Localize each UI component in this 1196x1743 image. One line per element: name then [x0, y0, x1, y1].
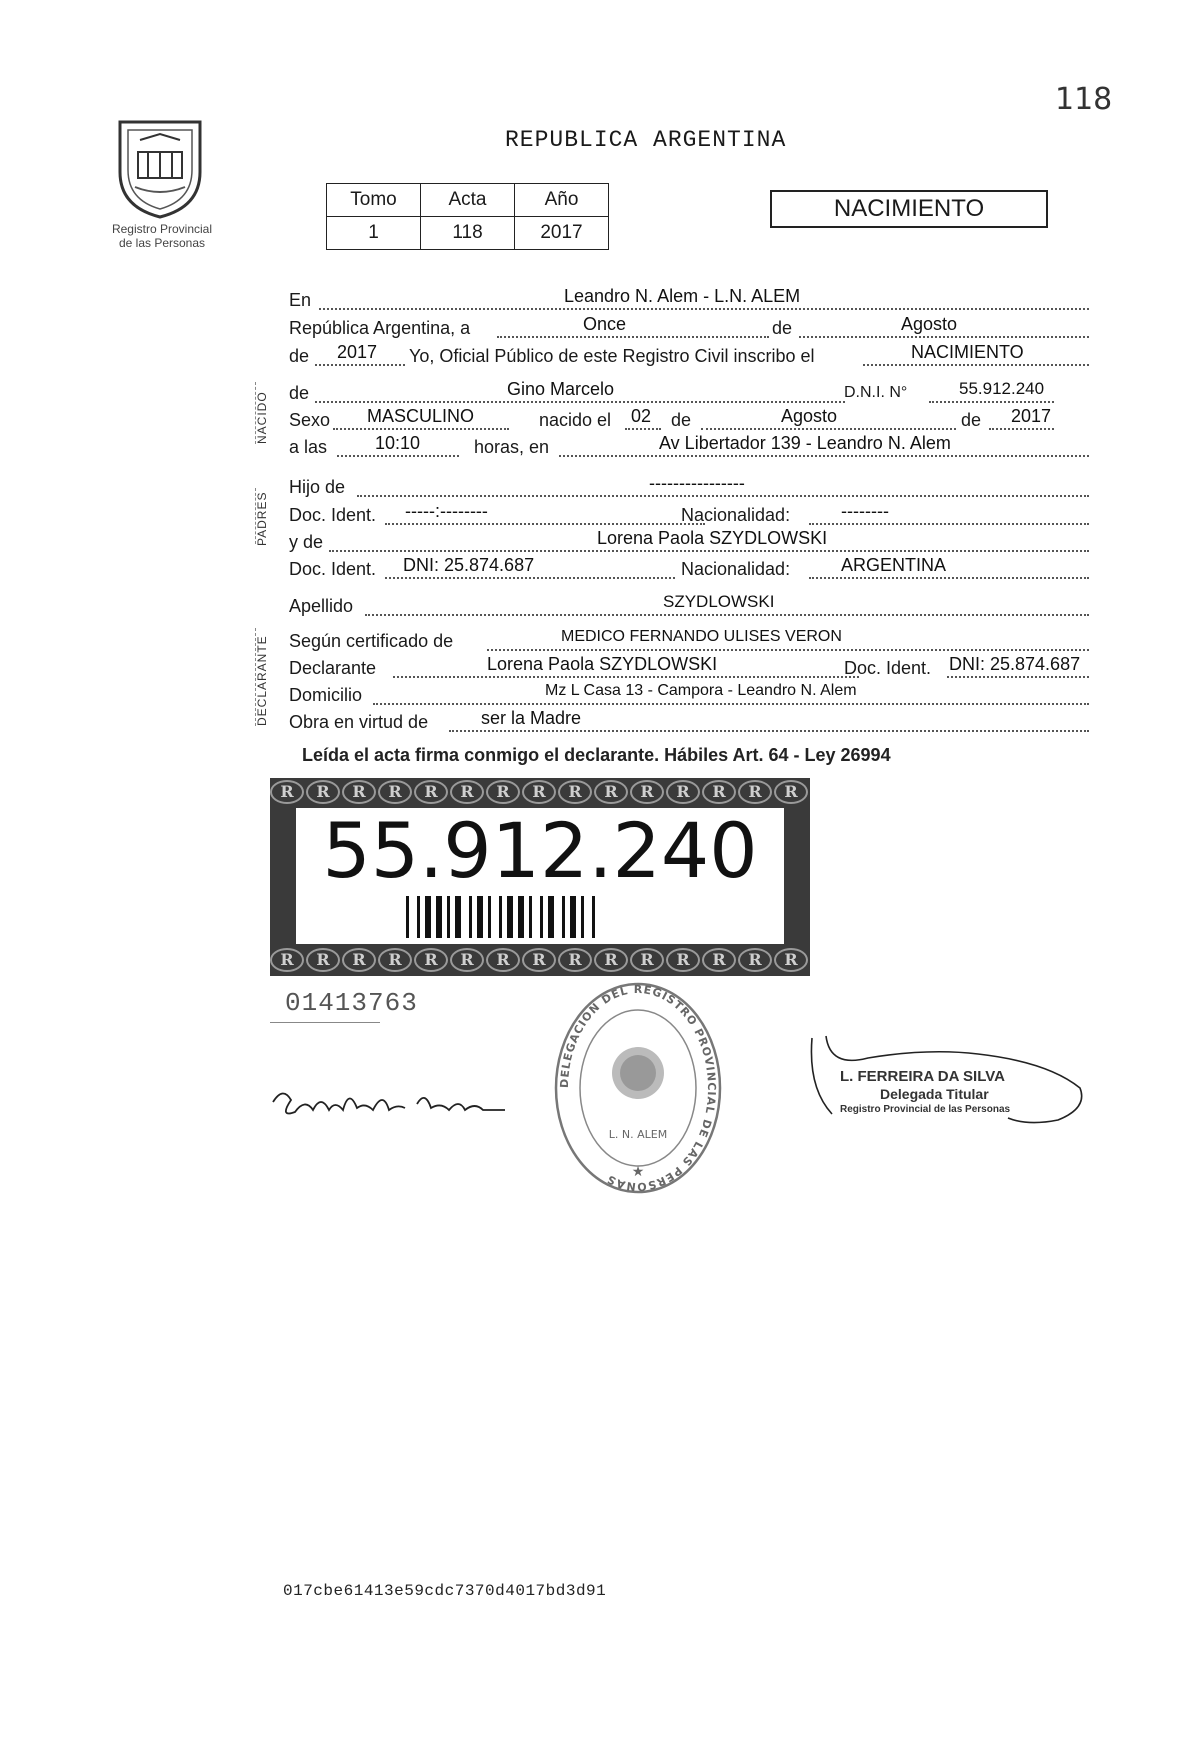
barcode-bar [529, 896, 532, 938]
barcode-label [296, 808, 784, 944]
pattern-r-icon: R [522, 780, 556, 804]
side-label-nacido: NACIDO [255, 391, 269, 444]
official-name: L. FERREIRA DA SILVA [840, 1068, 1005, 1085]
year-value: 2017 [337, 342, 378, 362]
document-title: REPUBLICA ARGENTINA [505, 127, 787, 153]
pattern-r-icon: R [594, 780, 628, 804]
born-year-value: 2017 [1011, 406, 1052, 426]
pattern-r-icon: R [306, 948, 340, 972]
barcode-bar [507, 896, 513, 938]
svg-text:L. N. ALEM: L. N. ALEM [608, 1128, 668, 1141]
tomo-header: Tomo [327, 184, 421, 217]
tomo-value: 1 [327, 217, 421, 250]
domicilio-label: Domicilio [289, 685, 363, 705]
republica-day-value: Once [583, 314, 627, 334]
document-hash: 017cbe61413e59cdc7370d4017bd3d91 [283, 1582, 607, 1600]
name-label: de [289, 383, 310, 403]
pattern-r-icon: R [666, 948, 700, 972]
nat1-label: Nacionalidad: [681, 505, 791, 525]
side-label-declarante: DECLARANTE [255, 635, 269, 726]
pattern-r-icon: R [378, 948, 412, 972]
svg-text:★: ★ [631, 1163, 645, 1179]
place-label: horas, en [474, 437, 550, 457]
registry-table-value-row [327, 217, 609, 250]
doc2-label: Doc. Ident. [289, 559, 377, 579]
pattern-r-icon: R [270, 780, 304, 804]
line-name [289, 381, 1089, 405]
doc1-label: Doc. Ident. [289, 505, 377, 525]
apellido-label: Apellido [289, 596, 354, 616]
barcode-bar [447, 896, 450, 938]
line-declarante [289, 656, 1089, 680]
closing-statement: Leída el acta firma conmigo el declarante. Hábiles Art. 64 - Ley 26994 [302, 745, 891, 765]
barcode-bar [562, 896, 565, 938]
barcode-bar [548, 896, 554, 938]
year-text: Yo, Oficial Público de este Registro Civil inscribo el [409, 346, 815, 366]
pattern-r-icon: R [558, 780, 592, 804]
barcode-bar [417, 896, 420, 938]
line-obra [289, 710, 1089, 734]
pattern-r-icon: R [558, 948, 592, 972]
pattern-r-icon: R [630, 780, 664, 804]
record-type-box: NACIMIENTO [770, 190, 1048, 228]
line-apellido [289, 594, 1089, 618]
pattern-r-icon: R [306, 780, 340, 804]
pattern-r-icon: R [342, 780, 376, 804]
line-doc2 [289, 557, 1089, 581]
line-en [289, 288, 1089, 312]
anio-value: 2017 [515, 217, 609, 250]
pattern-r-icon: R [378, 780, 412, 804]
pattern-r-icon: R [450, 948, 484, 972]
barcode-bar [406, 896, 409, 938]
yde-label: y de [289, 532, 324, 552]
time-value: 10:10 [375, 433, 421, 453]
barcode-bar [425, 896, 431, 938]
mother-name-value: Lorena Paola SZYDLOWSKI [597, 528, 828, 548]
side-label-padres: PADRES [255, 491, 269, 546]
pattern-r-icon: R [594, 948, 628, 972]
pattern-r-icon: R [486, 780, 520, 804]
apellido-value: SZYDLOWSKI [663, 592, 775, 611]
born-de1-label: de [671, 410, 692, 430]
dni-label: D.N.I. N° [844, 384, 908, 401]
sexo-label: Sexo [289, 410, 331, 430]
serial-underline [270, 1022, 380, 1023]
barcode-bar [469, 896, 472, 938]
born-day-value: 02 [631, 406, 652, 426]
anio-header: Año [515, 184, 609, 217]
nat2-label: Nacionalidad: [681, 559, 791, 579]
barcode-sticker [270, 778, 810, 976]
pattern-r-icon: R [774, 780, 808, 804]
declarante-label: Declarante [289, 658, 377, 678]
pattern-r-icon: R [738, 780, 772, 804]
line-republica [289, 316, 1089, 340]
born-label: nacido el [539, 410, 612, 430]
acta-header: Acta [421, 184, 515, 217]
serial-number: 01413763 [285, 988, 418, 1018]
acta-value: 118 [421, 217, 515, 250]
nat2-value: ARGENTINA [841, 555, 947, 575]
hijo-value: ---------------- [649, 473, 745, 493]
barcode-bars-icon [406, 896, 676, 938]
republica-day-dots [497, 316, 769, 338]
official-organization: Registro Provincial de las Personas [840, 1104, 1011, 1115]
pattern-r-icon: R [414, 948, 448, 972]
emblem-caption: Registro Provincial de las Personas [111, 222, 213, 250]
child-name-value: Gino Marcelo [507, 379, 615, 399]
obra-label: Obra en virtud de [289, 712, 429, 732]
registry-table-header-row [327, 184, 609, 217]
official-role: Delegada Titular [880, 1086, 989, 1102]
barcode-bar [540, 896, 543, 938]
born-de2-label: de [961, 410, 982, 430]
pattern-r-icon: R [738, 948, 772, 972]
time-label: a las [289, 437, 328, 457]
en-label: En [289, 290, 312, 310]
line-hijo [289, 475, 1089, 499]
barcode-bar [436, 896, 442, 938]
declarante-value: Lorena Paola SZYDLOWSKI [487, 654, 718, 674]
barcode-bar [518, 896, 524, 938]
line-doc1 [289, 503, 1089, 527]
republica-label: República Argentina, a [289, 318, 471, 338]
nat1-value: -------- [841, 501, 889, 521]
barcode-bar [570, 896, 576, 938]
pattern-r-icon: R [702, 780, 736, 804]
pattern-r-icon: R [774, 948, 808, 972]
sexo-value: MASCULINO [367, 406, 475, 426]
barcode-bar [477, 896, 483, 938]
line-time [289, 435, 1089, 459]
doc2-value: DNI: 25.874.687 [403, 555, 535, 575]
doc1-value: -----:-------- [405, 501, 488, 521]
domicilio-value: Mz L Casa 13 - Campora - Leandro N. Alem [545, 682, 857, 699]
page-number: 118 [1055, 82, 1113, 117]
hijo-label: Hijo de [289, 477, 346, 497]
dni-value: 55.912.240 [959, 379, 1045, 398]
barcode-bar [488, 896, 491, 938]
pattern-r-icon: R [270, 948, 304, 972]
svg-text:DELEGACION DEL REGISTRO PROVIN: DELEGACION DEL REGISTRO PROVINCIAL DE LAS PERSONAS [557, 982, 719, 1194]
pattern-row-top [270, 780, 810, 806]
barcode-bar [455, 896, 461, 938]
pattern-r-icon: R [666, 780, 700, 804]
official-seal-icon [548, 978, 728, 1198]
republica-de-label: de [772, 318, 793, 338]
place-value: Av Libertador 139 - Leandro N. Alem [659, 433, 951, 453]
pattern-r-icon: R [342, 948, 376, 972]
declarante-doc-value: DNI: 25.874.687 [949, 654, 1081, 674]
pattern-r-icon: R [702, 948, 736, 972]
pattern-r-icon: R [522, 948, 556, 972]
certificado-label: Según certificado de [289, 631, 454, 651]
pattern-row-bottom [270, 948, 810, 974]
barcode-number: 55.912.240 [322, 806, 758, 895]
declarante-doc-label: Doc. Ident. [844, 658, 932, 678]
pattern-r-icon: R [486, 948, 520, 972]
line-domicilio [289, 683, 1089, 707]
year-label: de [289, 346, 310, 366]
line-sexo [289, 408, 1089, 432]
barcode-bar [499, 896, 502, 938]
certificado-value: MEDICO FERNANDO ULISES VERON [561, 628, 842, 645]
line-certificado [289, 629, 1089, 653]
en-value: Leandro N. Alem - L.N. ALEM [564, 286, 801, 306]
obra-value: ser la Madre [481, 708, 582, 728]
republica-month-value: Agosto [901, 314, 958, 334]
barcode-bar [581, 896, 584, 938]
pattern-r-icon: R [630, 948, 664, 972]
pattern-r-icon: R [414, 780, 448, 804]
born-month-value: Agosto [781, 406, 838, 426]
line-yde [289, 530, 1089, 554]
pattern-r-icon: R [450, 780, 484, 804]
line-year [289, 344, 1089, 368]
registry-table [326, 183, 609, 250]
declarant-signature [265, 1080, 525, 1130]
barcode-bar [592, 896, 595, 938]
act-value: NACIMIENTO [911, 342, 1024, 362]
